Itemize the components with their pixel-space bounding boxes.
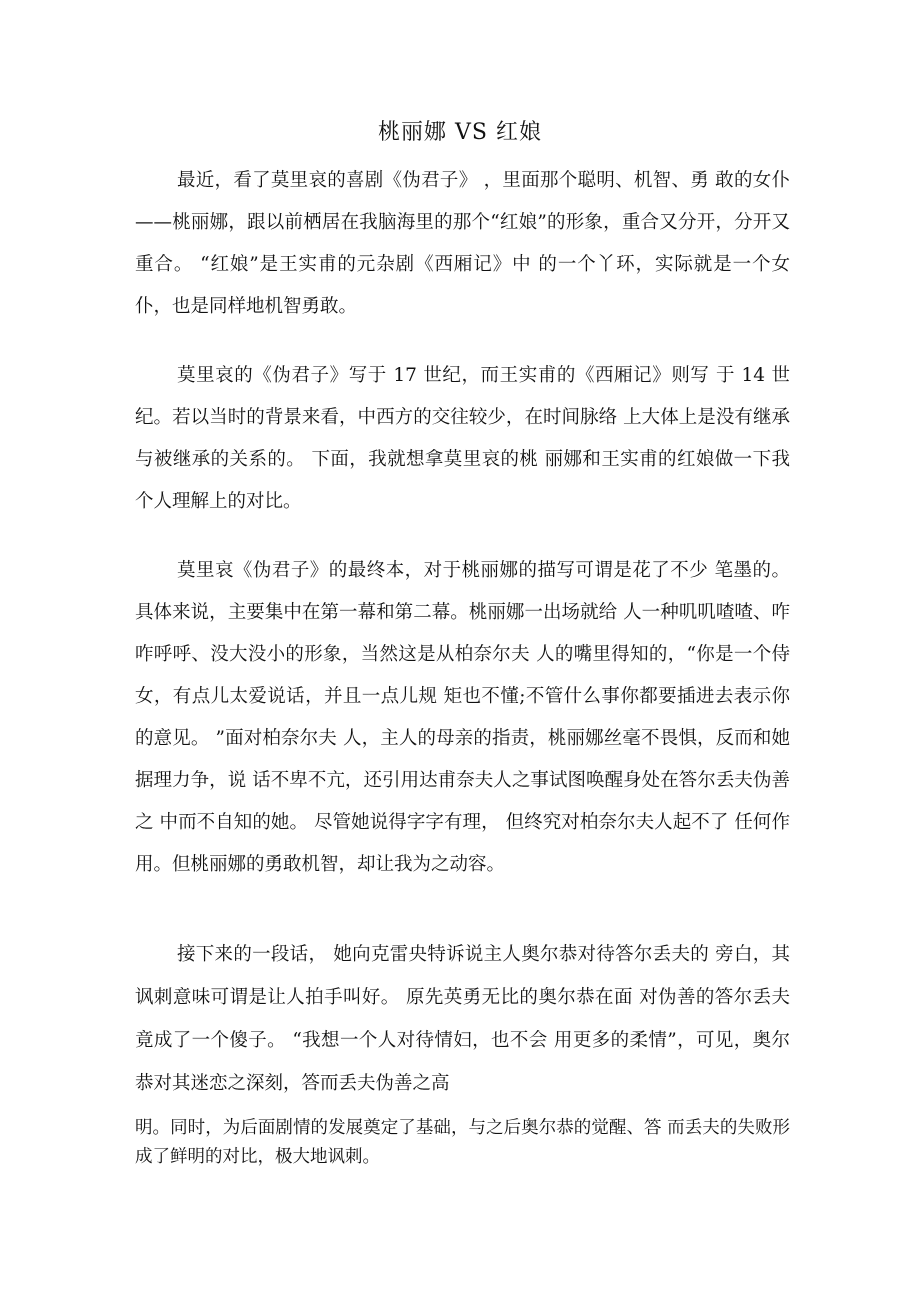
document-title: 桃丽娜 VS 红娘 bbox=[378, 120, 542, 145]
paragraph-1: 最近，看了莫里哀的喜剧《伪君子》 ，里面那个聪明、机智、勇 敢的女仆——桃丽娜，跟以前栖居在我脑海里的那个“红娘”的形象，重合又分开，分开又重合。 “红娘”是王实甫的元杂剧《西厢记》中 的一个丫环，实际就是一个女仆，也是同样地机智勇敢。 bbox=[135, 170, 790, 317]
paragraph-5: 明。同时，为后面剧情的发展奠定了基础，与之后奥尔恭的觉醒、答 而丢夫的失败形成了鲜明的对比，极大地讽刺。 bbox=[135, 1118, 790, 1167]
paragraph-3: 莫里哀《伪君子》的最终本，对于桃丽娜的描写可谓是花了不少 笔墨的。具体来说，主要集中在第一幕和第二幕。桃丽娜一出场就给 人一种叽叽喳喳、咋咋呼呼、没大没小的形象，当然这是从柏奈尔夫 人的嘴里得知的，“你是一个侍女，有点儿太爱说话，并且一点儿规 矩也不懂;不管什么事你都要插进去表示你的意见。 ”面对柏奈尔夫 人，主人的母亲的指责，桃丽娜丝毫不畏惧，反而和她据理力争，说 话不卑不亢，还引用达甫奈夫人之事试图唤醒身处在答尔丢夫伪善之 中而不自知的她。 尽管她说得字字有理， 但终究对柏奈尔夫人起不了 任何作用。但桃丽娜的勇敢机智，却让我为之动容。 bbox=[135, 560, 790, 875]
paragraph-2: 莫里哀的《伪君子》写于 17 世纪，而王实甫的《西厢记》则写 于 14 世纪。若以当时的背景来看，中西方的交往较少，在时间脉络 上大体上是没有继承与被继承的关系的。 下面，我就想拿莫里哀的桃 丽娜和王实甫的红娘做一下我个人理解上的对比。 bbox=[135, 365, 790, 512]
paragraph-4: 接下来的一段话， 她向克雷央特诉说主人奥尔恭对待答尔丢夫的 旁白，其讽刺意味可谓是让人拍手叫好。 原先英勇无比的奥尔恭在面 对伪善的答尔丢夫竟成了一个傻子。 “我想一个人对待情妇，也不会 用更多的柔情”，可见，奥尔恭对其迷恋之深刻，答而丢夫伪善之高 bbox=[135, 944, 790, 1094]
